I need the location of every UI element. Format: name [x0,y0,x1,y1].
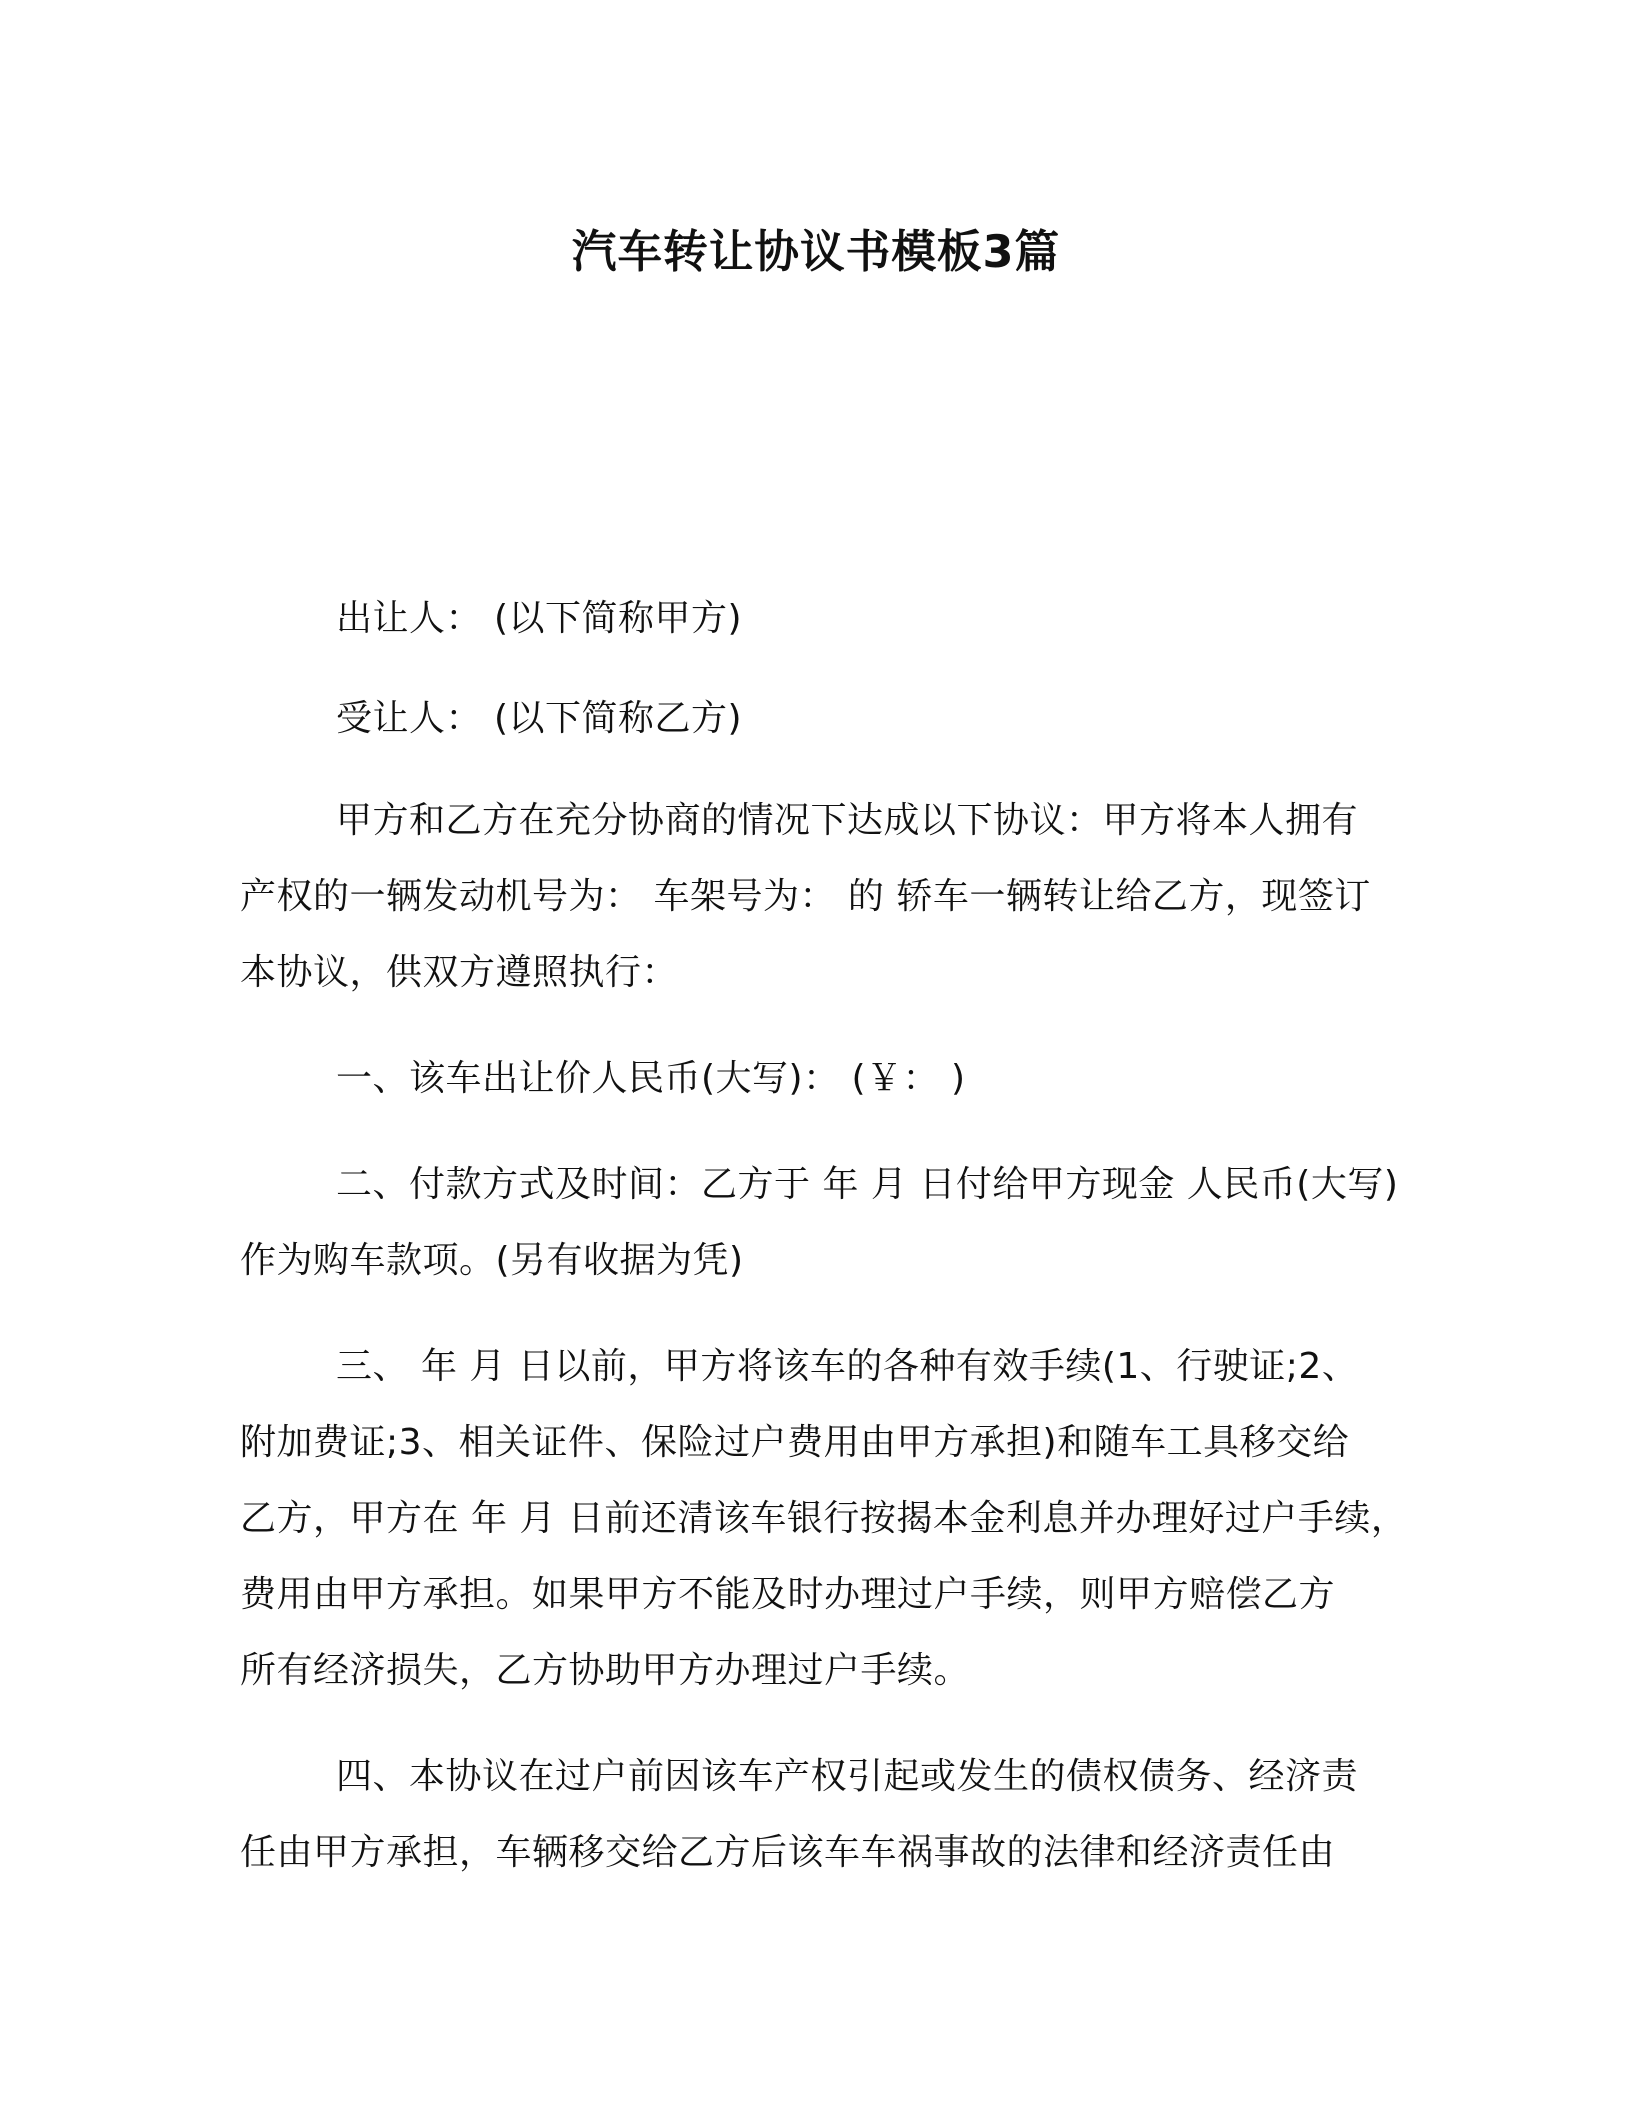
intro-paragraph-line-2: 产权的一辆发动机号为： 车架号为： 的 轿车一辆转让给乙方，现签订 [240,876,1371,917]
clause-3-line-4: 费用由甲方承担。如果甲方不能及时办理过户手续，则甲方赔偿乙方 [240,1574,1336,1615]
clause-3-line-3: 乙方，甲方在 年 月 日前还清该车银行按揭本金利息并办理好过户手续， [240,1498,1408,1539]
clause-4-line-1: 四、本协议在过户前因该车产权引起或发生的债权债务、经济责 [336,1756,1359,1797]
intro-paragraph-line-1: 甲方和乙方在充分协商的情况下达成以下协议：甲方将本人拥有 [336,800,1359,841]
seller-line: 出让人： (以下简称甲方) [336,598,743,639]
clause-4-line-2: 任由甲方承担，车辆移交给乙方后该车车祸事故的法律和经济责任由 [240,1832,1336,1873]
clause-1-line-1: 一、该车出让价人民币(大写)： (￥： ) [336,1058,966,1099]
buyer-line: 受让人： (以下简称乙方) [336,698,743,739]
clause-3-line-2: 附加费证;3、相关证件、保险过户费用由甲方承担)和随车工具移交给 [240,1422,1350,1463]
intro-paragraph-line-3: 本协议，供双方遵照执行： [240,952,679,993]
clause-2-line-2: 作为购车款项。(另有收据为凭) [240,1240,744,1281]
clause-3-line-5: 所有经济损失，乙方协助甲方办理过户手续。 [240,1650,971,1691]
document-title: 汽车转让协议书模板3篇 [571,226,1061,278]
clause-3-line-1: 三、 年 月 日以前，甲方将该车的各种有效手续(1、行驶证;2、 [336,1346,1359,1387]
clause-2-line-1: 二、付款方式及时间：乙方于 年 月 日付给甲方现金 人民币(大写) [336,1164,1399,1205]
